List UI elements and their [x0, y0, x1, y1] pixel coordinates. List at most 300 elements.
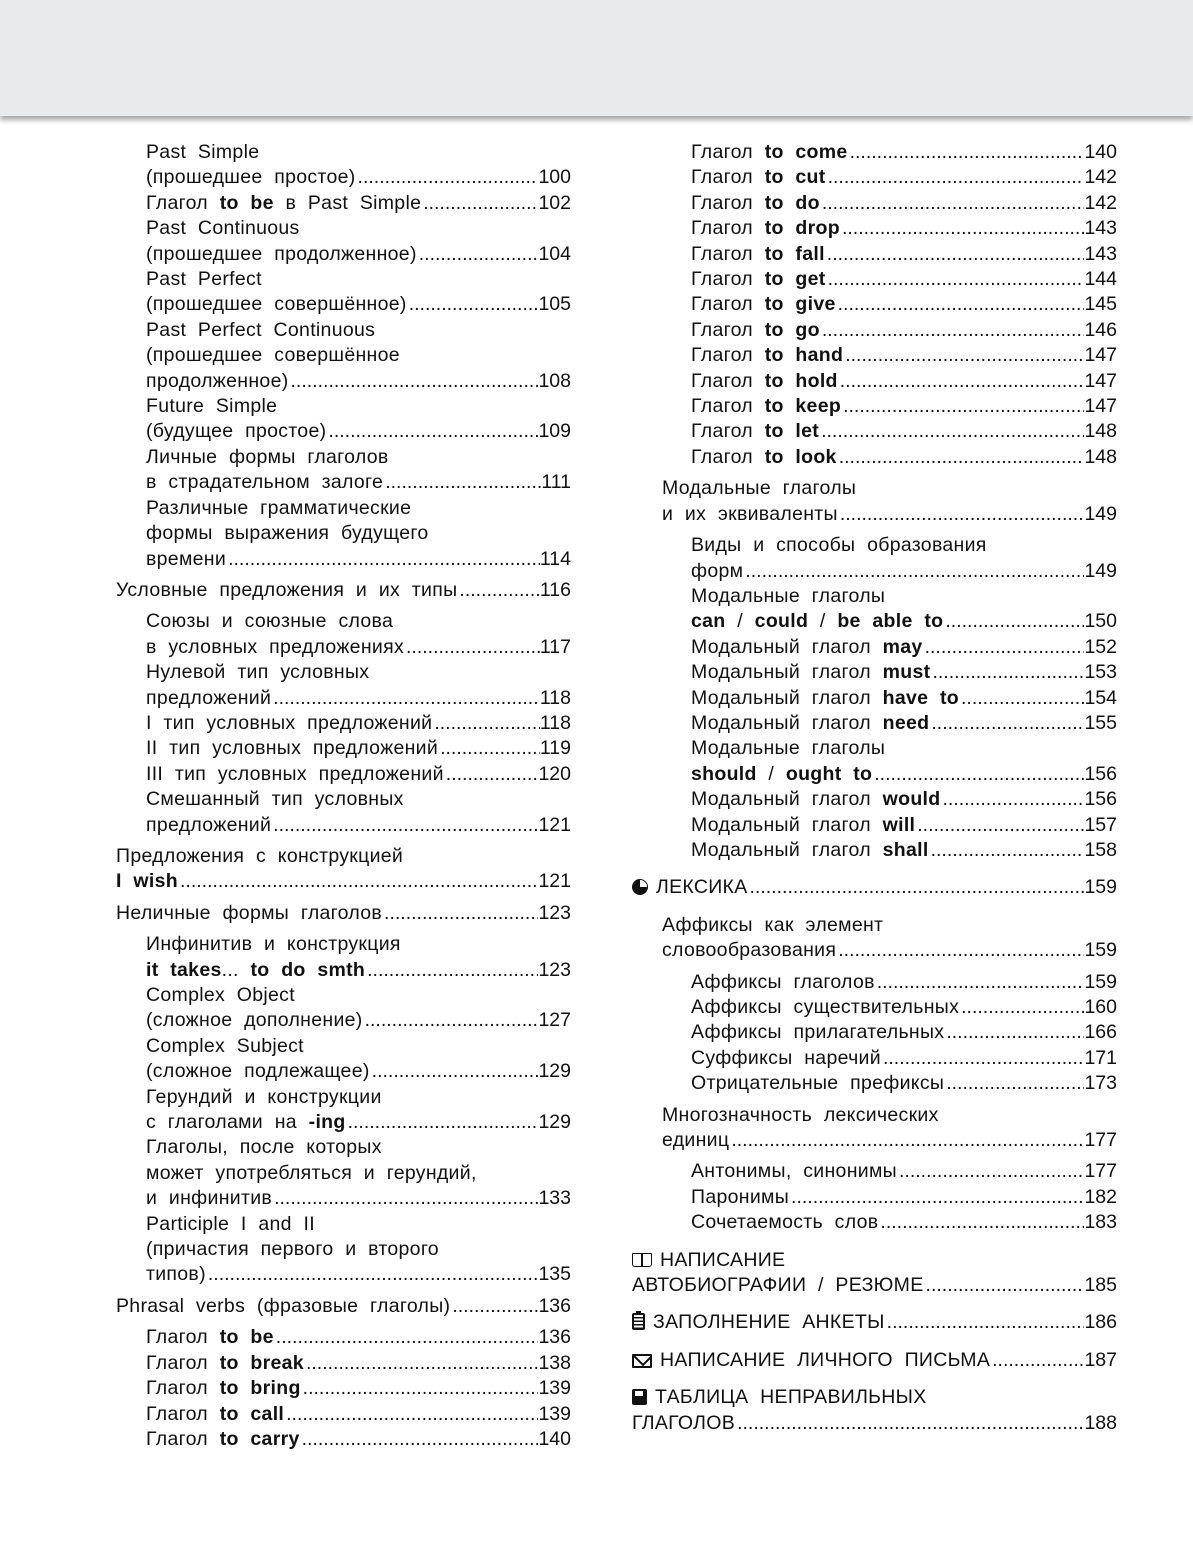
toc-entry[interactable] — [116, 496, 571, 572]
toc-entry[interactable] — [632, 813, 1117, 838]
bold-term: shall — [882, 838, 929, 861]
toc-entry-line — [116, 578, 571, 603]
dot-leader — [887, 1310, 1085, 1335]
bold-term: to give — [764, 293, 836, 316]
toc-entry-title — [146, 1086, 382, 1108]
text-segment: Глагол — [691, 293, 765, 316]
toc-entry-line — [146, 445, 571, 470]
text-segment: Неличные формы глаголов — [116, 901, 383, 924]
toc-entry-line — [146, 216, 571, 241]
toc-entry[interactable] — [632, 787, 1117, 812]
toc-entry[interactable] — [632, 711, 1117, 736]
toc-entry[interactable] — [632, 1310, 1117, 1335]
text-segment: Past Perfect Continuous — [146, 318, 376, 341]
page-number: 140 — [1084, 141, 1117, 163]
page-number: 147 — [1084, 395, 1117, 418]
toc-entry-title — [146, 813, 271, 838]
text-segment: Глагол — [691, 420, 765, 443]
text-segment: Past Simple — [146, 141, 260, 163]
toc-entry[interactable] — [632, 165, 1117, 190]
toc-entry-title — [691, 318, 820, 343]
dot-leader — [276, 1325, 539, 1350]
toc-entry[interactable] — [116, 1427, 571, 1452]
toc-entry-line — [691, 140, 1117, 165]
dot-leader — [827, 242, 1085, 267]
toc-entry[interactable] — [632, 242, 1117, 267]
toc-entry[interactable] — [116, 318, 571, 394]
dot-leader — [843, 394, 1084, 419]
text-segment: Глагол — [691, 369, 765, 392]
toc-entry[interactable] — [632, 369, 1117, 394]
bold-term: I wish — [116, 870, 178, 893]
toc-entry-line — [691, 970, 1117, 995]
toc-entry-line — [691, 762, 1117, 787]
toc-entry[interactable] — [116, 787, 571, 838]
page-number: 186 — [1084, 1311, 1117, 1334]
dot-leader — [423, 191, 538, 216]
toc-entry-title — [146, 711, 432, 736]
toc-entry[interactable] — [116, 711, 571, 736]
toc-entry-title — [146, 736, 438, 761]
toc-entry-title — [146, 497, 411, 519]
toc-entry[interactable] — [632, 476, 1117, 527]
dot-leader — [992, 1348, 1084, 1373]
text-segment: Глагол — [691, 191, 765, 214]
page-number: 100 — [538, 166, 571, 189]
toc-entry[interactable] — [632, 970, 1117, 995]
toc-entry-line — [146, 1376, 571, 1401]
toc-entry-line — [691, 787, 1117, 812]
dot-leader — [367, 958, 538, 983]
toc-entry-line — [691, 1159, 1117, 1184]
toc-entry-line — [146, 1034, 571, 1059]
text-segment: Глагол — [146, 191, 220, 214]
toc-entry[interactable] — [632, 1210, 1117, 1235]
toc-entry-title — [146, 217, 300, 239]
toc-entry-line — [146, 635, 571, 660]
text-segment: Глагол — [691, 166, 765, 189]
toc-entry-title — [116, 869, 178, 894]
dot-leader — [842, 216, 1085, 241]
toc-entry[interactable] — [116, 191, 571, 216]
text-segment: ЛЕКСИКА — [656, 876, 748, 899]
text-segment: словообразования — [662, 939, 837, 962]
text-segment: Модальный глагол — [691, 813, 883, 836]
toc-entry[interactable] — [632, 686, 1117, 711]
text-segment: Past Continuous — [146, 217, 300, 240]
toc-entry[interactable] — [116, 609, 571, 660]
toc-entry[interactable] — [116, 983, 571, 1034]
page-number: 117 — [539, 635, 571, 658]
toc-entry-title — [146, 1427, 300, 1452]
text-segment: / — [756, 762, 786, 785]
text-segment: Смешанный тип условных — [146, 788, 404, 811]
page-number: 105 — [538, 293, 571, 316]
toc-entry-line — [146, 1325, 571, 1350]
toc-entry-line — [632, 1273, 1117, 1298]
toc-entry-line — [146, 1085, 571, 1110]
bold-term: -ing — [308, 1111, 346, 1134]
text-segment: Глагол — [691, 217, 765, 240]
dot-leader — [291, 369, 539, 394]
toc-entry-title — [146, 762, 444, 787]
dot-leader — [942, 787, 1084, 812]
toc-entry[interactable] — [632, 419, 1117, 444]
page-number: 158 — [1084, 838, 1117, 861]
floppy-disk-icon — [632, 1389, 647, 1405]
toc-entry[interactable] — [632, 140, 1117, 165]
toc-entry[interactable] — [632, 1020, 1117, 1045]
text-segment: Различные грамматические — [146, 496, 412, 519]
toc-right-column — [632, 140, 1117, 1436]
page-number: 159 — [1084, 970, 1117, 993]
toc-entry[interactable] — [116, 901, 571, 926]
toc-entry-line — [691, 419, 1117, 444]
toc-entry-title — [146, 1262, 206, 1287]
toc-entry[interactable] — [632, 660, 1117, 685]
text-segment: типов) — [146, 1263, 206, 1286]
dot-leader — [384, 901, 538, 926]
toc-entry-line — [691, 660, 1117, 685]
toc-entry-line — [146, 1186, 571, 1211]
dot-leader — [883, 1046, 1085, 1071]
page-number: 183 — [1084, 1211, 1117, 1234]
dot-leader — [737, 1411, 1084, 1436]
toc-entry-title — [632, 1249, 785, 1271]
dot-leader — [828, 267, 1085, 292]
pie-chart-icon — [632, 879, 648, 895]
toc-entry-line — [691, 1185, 1117, 1210]
page-number: 185 — [1084, 1274, 1117, 1297]
toc-entry-line — [146, 140, 571, 165]
dot-leader — [434, 711, 540, 736]
toc-entry-line — [116, 869, 571, 894]
text-segment: Модальный глагол — [691, 686, 883, 709]
toc-entry-line — [146, 932, 571, 957]
dot-leader — [828, 165, 1085, 190]
page-number: 177 — [1084, 1129, 1117, 1152]
text-segment: в условных предложениях — [146, 635, 404, 658]
toc-entry-title — [146, 1402, 284, 1427]
toc-entry[interactable] — [632, 635, 1117, 660]
toc-entry[interactable] — [632, 216, 1117, 241]
toc-entry[interactable] — [632, 838, 1117, 863]
bold-term: to cut — [764, 166, 826, 189]
text-segment: НАПИСАНИЕ — [660, 1248, 786, 1271]
dot-leader — [409, 292, 539, 317]
text-segment: Модальный глагол — [691, 838, 883, 861]
dot-leader — [446, 762, 539, 787]
page-number: 159 — [1084, 876, 1117, 899]
toc-entry[interactable] — [116, 1325, 571, 1350]
bold-term: to fall — [764, 242, 825, 265]
toc-entry-title — [146, 1110, 346, 1135]
toc-entry-title — [146, 1008, 363, 1033]
toc-entry[interactable] — [632, 1071, 1117, 1096]
toc-entry[interactable] — [116, 445, 571, 496]
text-segment: Герундий и конструкции — [146, 1085, 382, 1108]
toc-entry-line — [146, 470, 571, 495]
toc-entry[interactable] — [116, 1212, 571, 1288]
dot-leader — [745, 559, 1084, 584]
page-number: 166 — [1084, 1021, 1117, 1044]
page-number: 109 — [538, 420, 571, 443]
text-segment: Глагол — [146, 1326, 220, 1349]
toc-entry[interactable] — [632, 445, 1117, 470]
toc-entry[interactable] — [116, 1135, 571, 1211]
toc-entry[interactable] — [632, 343, 1117, 368]
text-segment: предложений — [146, 686, 272, 709]
toc-entry-title — [146, 522, 429, 544]
toc-entry[interactable] — [632, 1248, 1117, 1299]
toc-entry-line — [691, 394, 1117, 419]
toc-entry-title — [691, 660, 930, 685]
page-number: 149 — [1084, 502, 1117, 525]
dot-leader — [899, 1159, 1084, 1184]
text-segment: Глагол — [146, 1377, 220, 1400]
toc-entry-title — [146, 958, 365, 983]
toc-entry[interactable] — [632, 318, 1117, 343]
bold-term: to let — [764, 420, 820, 443]
toc-entry[interactable] — [116, 660, 571, 711]
toc-entry-line — [691, 267, 1117, 292]
toc-entry[interactable] — [632, 394, 1117, 419]
page-number: 188 — [1084, 1411, 1117, 1434]
toc-entry-title — [691, 711, 929, 736]
toc-entry[interactable] — [632, 736, 1117, 787]
toc-entry[interactable] — [116, 1351, 571, 1376]
toc-entry[interactable] — [116, 1402, 571, 1427]
text-segment: Глагол — [691, 242, 765, 265]
toc-entry[interactable] — [116, 762, 571, 787]
toc-entry-title — [146, 686, 271, 711]
text-segment: Условные предложения и их типы — [116, 578, 458, 601]
text-segment: Предложения с конструкцией — [116, 844, 404, 867]
toc-entry[interactable] — [116, 1376, 571, 1401]
toc-entry-line — [146, 1402, 571, 1427]
toc-entry[interactable] — [632, 1046, 1117, 1071]
page-number: 139 — [538, 1402, 571, 1425]
dot-leader — [365, 1008, 539, 1033]
dot-leader — [822, 191, 1085, 216]
toc-entry[interactable] — [632, 191, 1117, 216]
bold-term: to call — [219, 1402, 285, 1425]
dot-leader — [961, 686, 1084, 711]
toc-entry-line — [116, 901, 571, 926]
text-segment: Глагол — [146, 1402, 220, 1425]
toc-entry-line — [146, 496, 571, 521]
dot-leader — [880, 1210, 1084, 1235]
toc-entry-title — [691, 1159, 897, 1184]
toc-entry[interactable] — [116, 932, 571, 983]
page-number: 160 — [1084, 996, 1117, 1018]
toc-entry-line — [691, 813, 1117, 838]
dot-leader — [273, 813, 538, 838]
toc-entry-title — [691, 1210, 878, 1235]
toc-entry[interactable] — [632, 584, 1117, 635]
bold-term: to do — [764, 191, 820, 214]
toc-entry-title — [146, 1351, 304, 1376]
envelope-icon — [632, 1354, 652, 1368]
toc-entry-line — [146, 1110, 571, 1135]
toc-entry-line — [662, 913, 1117, 938]
toc-entry-title — [691, 1046, 881, 1071]
toc-entry[interactable] — [632, 1159, 1117, 1184]
toc-entry-line — [691, 369, 1117, 394]
dot-leader — [372, 1059, 539, 1084]
toc-entry-title — [116, 901, 382, 926]
toc-entry-title — [146, 165, 356, 190]
toc-entry[interactable] — [116, 1085, 571, 1136]
bold-term: could — [754, 610, 809, 633]
text-segment: ТАБЛИЦА НЕПРАВИЛЬНЫХ — [655, 1386, 927, 1409]
text-segment: ... — [221, 958, 251, 981]
toc-entry-title — [691, 445, 837, 470]
toc-entry-title — [146, 635, 404, 660]
toc-entry-title — [691, 609, 943, 634]
text-segment: и инфинитив — [146, 1187, 273, 1210]
toc-entry-title — [146, 292, 407, 317]
toc-entry-line — [691, 838, 1117, 863]
toc-entry[interactable] — [116, 1034, 571, 1085]
toc-entry-line — [662, 938, 1117, 963]
text-segment: НАПИСАНИЕ ЛИЧНОГО ПИСЬМА — [660, 1348, 991, 1371]
toc-entry-title — [632, 1411, 735, 1436]
toc-entry[interactable] — [116, 578, 571, 603]
bold-term: to get — [764, 268, 826, 291]
toc-entry-line — [691, 1071, 1117, 1096]
toc-entry-line — [116, 1294, 571, 1319]
dot-leader — [932, 660, 1084, 685]
toc-entry[interactable] — [632, 533, 1117, 584]
toc-entry[interactable] — [632, 292, 1117, 317]
toc-entry[interactable] — [632, 875, 1117, 900]
toc-entry-title — [146, 1162, 477, 1184]
toc-entry-title — [146, 395, 277, 417]
bold-term: may — [882, 635, 923, 658]
toc-entry-line — [691, 343, 1117, 368]
bold-term: can — [691, 610, 726, 633]
toc-entry-title — [146, 1213, 315, 1235]
toc-entry-title — [146, 319, 375, 341]
text-segment: / — [725, 610, 755, 633]
toc-entry[interactable] — [116, 267, 571, 318]
toc-entry[interactable] — [116, 844, 571, 895]
toc-entry-title — [116, 1294, 450, 1319]
page-number: 148 — [1084, 445, 1117, 468]
toc-entry-title — [691, 394, 841, 419]
toc-entry-line — [146, 736, 571, 761]
text-segment: с глаголами на — [146, 1111, 309, 1134]
toc-entry-line — [146, 1262, 571, 1287]
text-segment: Глагол — [691, 268, 765, 291]
dot-leader — [874, 762, 1084, 787]
text-segment: времени — [146, 547, 227, 570]
toc-entry-line — [146, 1008, 571, 1033]
toc-entry-line — [662, 1103, 1117, 1128]
toc-entry-line — [691, 995, 1117, 1020]
text-segment: Participle I and II — [146, 1212, 315, 1235]
toc-entry-line — [146, 660, 571, 685]
toc-entry[interactable] — [632, 1385, 1117, 1436]
toc-entry-title — [691, 813, 915, 838]
toc-entry-line — [691, 559, 1117, 584]
text-segment: Аффиксы существительных — [691, 996, 960, 1018]
toc-entry-line — [632, 1411, 1117, 1436]
text-segment: и их эквиваленты — [662, 502, 838, 525]
toc-entry-line — [662, 476, 1117, 501]
toc-entry[interactable] — [632, 267, 1117, 292]
toc-entry[interactable] — [632, 913, 1117, 964]
toc-entry-title — [146, 1136, 382, 1158]
toc-entry-line — [632, 1248, 1117, 1273]
dot-leader — [286, 1402, 538, 1427]
text-segment: Модальный глагол — [691, 711, 883, 734]
text-segment: Модальные глаголы — [691, 737, 886, 760]
dot-leader — [946, 1071, 1084, 1096]
toc-entry-title — [146, 661, 369, 683]
dot-leader — [406, 635, 540, 660]
text-segment: Сочетаемость слов — [691, 1211, 879, 1234]
bold-term: to be — [219, 191, 274, 214]
toc-entry[interactable] — [632, 995, 1117, 1020]
page-number: 135 — [538, 1263, 571, 1286]
toc-entry[interactable] — [632, 1348, 1117, 1373]
toc-entry-title — [691, 1020, 944, 1045]
dot-leader — [945, 609, 1084, 634]
toc-entry-title — [116, 845, 403, 867]
dot-leader — [348, 1110, 539, 1135]
page-number: 104 — [538, 242, 571, 265]
page-number: 108 — [538, 369, 571, 392]
toc-entry-title — [632, 1310, 885, 1335]
dot-leader — [452, 1294, 538, 1319]
toc-entry[interactable] — [116, 216, 571, 267]
page-number: 143 — [1084, 217, 1117, 240]
toc-entry-line — [146, 1237, 571, 1262]
toc-entry-title — [691, 995, 959, 1020]
text-segment: Аффиксы как элемент — [662, 913, 884, 936]
page-number: 121 — [538, 813, 571, 836]
toc-entry-line — [691, 191, 1117, 216]
bold-term: should — [691, 762, 757, 785]
toc-entry-title — [662, 914, 883, 936]
bold-term: to look — [764, 445, 837, 468]
text-segment: Complex Object — [146, 984, 295, 1006]
toc-entry[interactable] — [116, 140, 571, 191]
toc-entry-title — [691, 267, 826, 292]
toc-entry-title — [146, 369, 289, 394]
toc-entry-line — [662, 502, 1117, 527]
toc-entry[interactable] — [632, 1185, 1117, 1210]
page-number: 116 — [539, 578, 571, 601]
page-number: 159 — [1084, 939, 1117, 962]
toc-entry-line — [146, 958, 571, 983]
toc-entry-line — [662, 1128, 1117, 1153]
toc-entry-title — [691, 534, 987, 556]
toc-entry-line — [146, 394, 571, 419]
text-segment: (сложное дополнение) — [146, 1009, 363, 1032]
toc-entry-line — [146, 787, 571, 812]
toc-entry-line — [146, 547, 571, 572]
dot-leader — [931, 838, 1085, 863]
toc-entry-title — [691, 762, 872, 787]
toc-entry-title — [691, 585, 885, 607]
toc-entry[interactable] — [116, 1294, 571, 1319]
toc-entry[interactable] — [116, 736, 571, 761]
toc-entry[interactable] — [632, 1103, 1117, 1154]
toc-entry[interactable] — [116, 394, 571, 445]
